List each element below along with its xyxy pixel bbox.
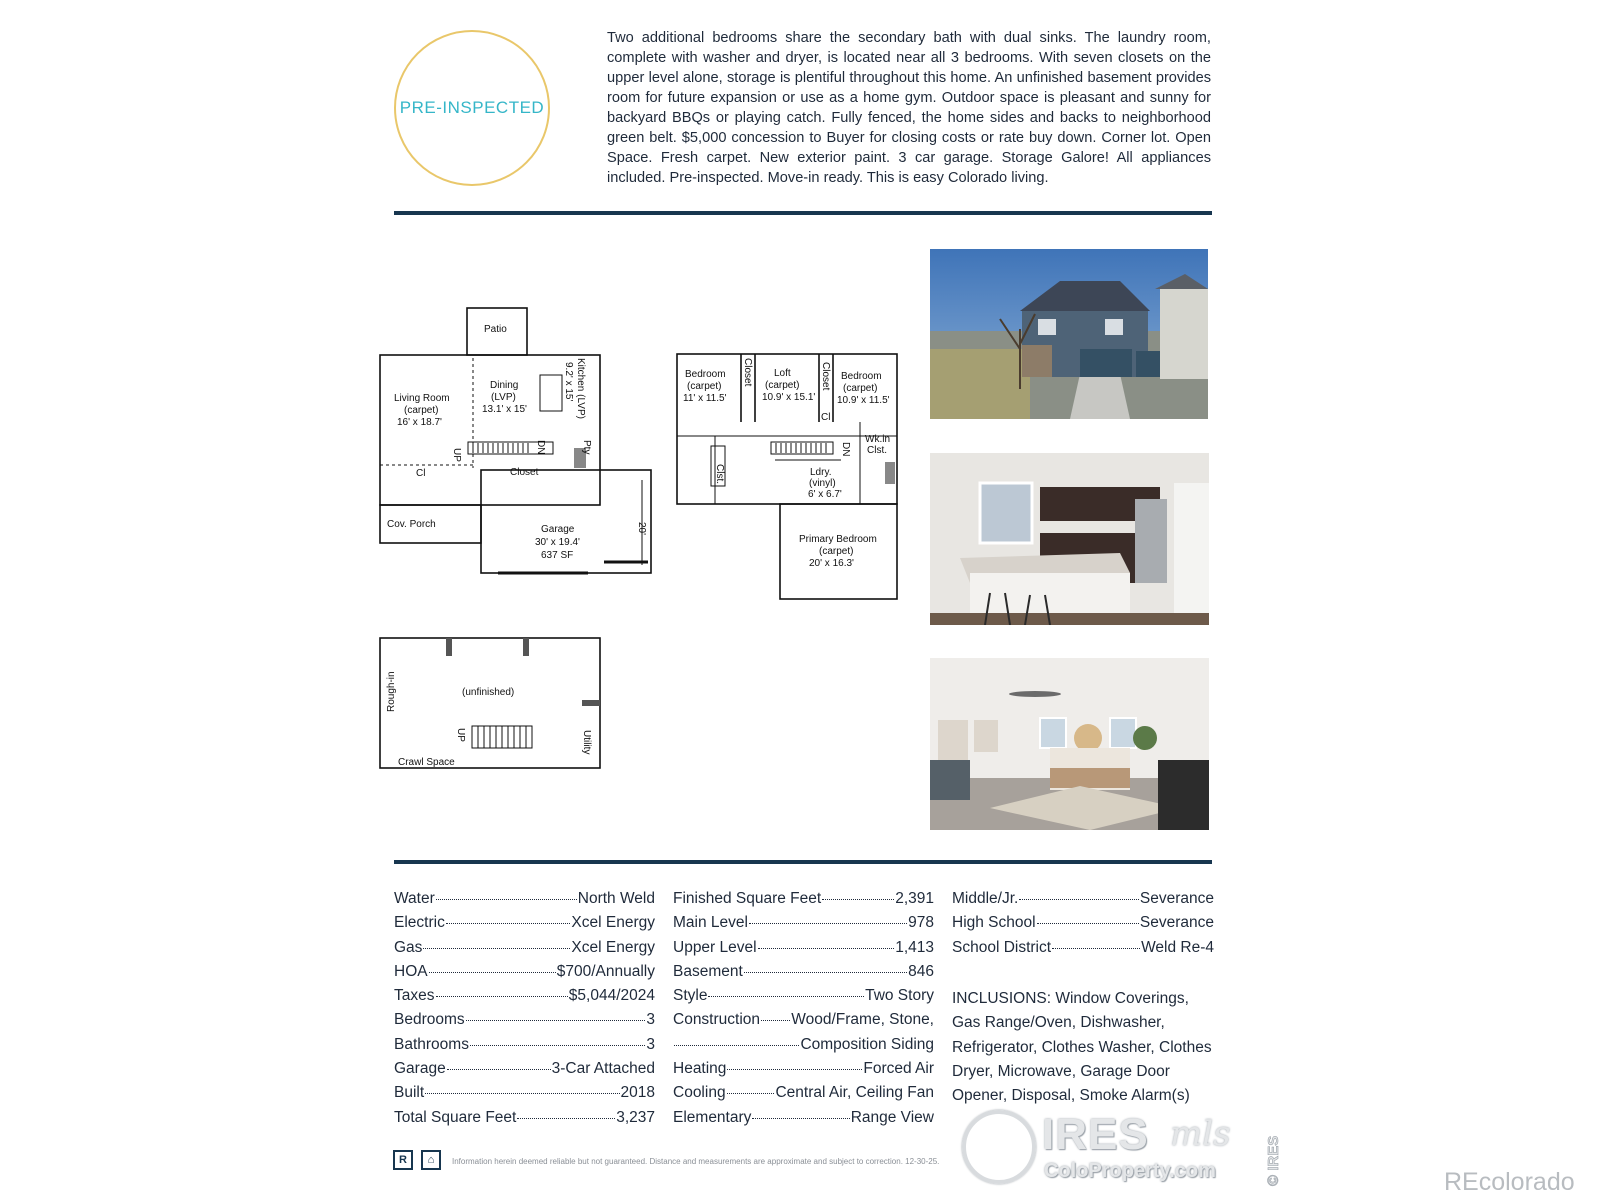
label-rough-in: Rough-in bbox=[386, 671, 397, 712]
fact-row bbox=[394, 1060, 655, 1084]
pre-inspected-badge bbox=[394, 30, 550, 186]
label-loft: Loft bbox=[774, 368, 791, 379]
fact-label: Elementary bbox=[673, 1108, 752, 1126]
fact-value: 3,237 bbox=[616, 1108, 655, 1126]
fact-value: 2018 bbox=[620, 1084, 655, 1102]
fact-row bbox=[394, 1036, 655, 1060]
label-primary-size: 20' x 16.3' bbox=[809, 558, 854, 569]
label-dn-upper: DN bbox=[840, 442, 851, 457]
fact-label: Gas bbox=[394, 938, 423, 956]
label-garage-size: 30' x 19.4' bbox=[535, 537, 580, 548]
badge-label: PRE-INSPECTED bbox=[399, 98, 545, 117]
label-closet: Closet bbox=[510, 467, 539, 478]
fact-label: Total Square Feet bbox=[394, 1108, 517, 1126]
fact-row bbox=[952, 890, 1214, 914]
fact-label: Basement bbox=[673, 962, 743, 980]
fact-value: 978 bbox=[908, 914, 934, 932]
label-living-floor: (carpet) bbox=[404, 405, 439, 416]
fact-label: Bathrooms bbox=[394, 1035, 469, 1053]
fact-value: 1,413 bbox=[895, 938, 934, 956]
fact-label: Heating bbox=[673, 1060, 727, 1078]
label-primary-floor: (carpet) bbox=[819, 546, 854, 557]
label-basement-up: UP bbox=[455, 728, 466, 742]
ires-site: ColoProperty.com bbox=[1044, 1160, 1216, 1182]
kitchen-photo bbox=[930, 453, 1209, 625]
fact-value: Forced Air bbox=[863, 1060, 934, 1078]
fact-value: Severance bbox=[1139, 890, 1214, 907]
listing-description: Two additional bedrooms share the secondary bath with dual sinks. The laundry room, complete with washer and dryer, is located near all 3 bedrooms. With seven closets on the upper level alone, storage is plentiful throughout this home. An unfinished basement provides room for future expansion or use as a home gym. Outdoor space is pleasant and sunny for backyard BBQs or playing catch. Fully fenced, the home sides and backs to neighborhood green belt. $5,000 concession to Buyer for closing costs or rate buy down. Corner lot. Open Space. Fresh carpet. New exterior paint. 3 car garage. Storage Galore! All appliances included. Pre-inspected. Move-in ready. This is easy Colorado living. bbox=[607, 30, 1211, 186]
fact-label: Construction bbox=[673, 1011, 761, 1029]
label-garage-depth: 20' bbox=[636, 522, 647, 536]
label-bedroom-2-floor: (carpet) bbox=[843, 383, 878, 394]
fact-row bbox=[394, 963, 655, 987]
label-wkin-clst: Clst. bbox=[867, 445, 887, 456]
label-living: Living Room bbox=[394, 393, 450, 404]
fact-row bbox=[673, 963, 934, 987]
fact-value: Xcel Energy bbox=[571, 938, 655, 956]
label-ldry-floor: (vinyl) bbox=[809, 478, 836, 489]
label-kitchen-size: 9.2' x 15' bbox=[563, 362, 574, 402]
fact-value: $700/Annually bbox=[556, 962, 655, 980]
label-kitchen: Kitchen (LVP) bbox=[575, 358, 586, 419]
fact-row bbox=[673, 1109, 934, 1133]
label-patio: Patio bbox=[484, 324, 507, 335]
label-bedroom-2: Bedroom bbox=[841, 371, 882, 382]
main-floor-plan bbox=[378, 300, 658, 600]
fact-value: 3 bbox=[646, 1011, 655, 1029]
fact-row bbox=[673, 1011, 934, 1035]
disclaimer: Information herein deemed reliable but not guaranteed. Distance and measurements are approximate and subject to correction. 12-30-25. bbox=[452, 1157, 940, 1166]
label-dining-size: 13.1' x 15' bbox=[482, 404, 527, 415]
divider-bottom bbox=[394, 860, 1212, 864]
facts-column-structure bbox=[673, 890, 934, 1133]
fact-value: 3-Car Attached bbox=[551, 1060, 655, 1078]
fact-row bbox=[673, 890, 934, 914]
inclusions-text: INCLUSIONS: Window Coverings, Gas Range/Oven, Dishwasher, Refrigerator, Clothes Washer, Clothes Dryer, Microwave, Garage Door Opener, Disposal, Smoke Alarm(s) bbox=[952, 990, 1212, 1105]
equal-housing-icon: ⌂ bbox=[421, 1150, 441, 1170]
ires-side-mark bbox=[1262, 1108, 1284, 1188]
label-wkin: Wk.in bbox=[865, 434, 890, 445]
label-closet-b: Closet bbox=[820, 362, 831, 391]
ires-side-text: © IRES bbox=[1265, 1135, 1282, 1186]
exterior-photo bbox=[930, 249, 1208, 419]
basement-plan bbox=[378, 636, 604, 772]
fact-value: Xcel Energy bbox=[571, 914, 655, 932]
fact-label: Style bbox=[673, 987, 708, 1005]
fact-label: Garage bbox=[394, 1060, 446, 1078]
fact-value: Weld Re-4 bbox=[1141, 938, 1214, 956]
fact-value: $5,044/2024 bbox=[568, 987, 655, 1005]
footer-icons bbox=[393, 1150, 441, 1170]
fact-label: Cooling bbox=[673, 1084, 726, 1102]
label-garage: Garage bbox=[541, 524, 575, 535]
label-cl: Cl bbox=[416, 468, 426, 479]
fact-value: Range View bbox=[850, 1108, 934, 1126]
label-primary: Primary Bedroom bbox=[799, 534, 877, 545]
recolorado-watermark: REcolorado bbox=[1444, 1168, 1575, 1196]
fact-value: 2,391 bbox=[895, 890, 934, 907]
ires-script: mls bbox=[1170, 1114, 1231, 1154]
fact-row bbox=[394, 914, 655, 938]
fact-value: 3 bbox=[646, 1035, 655, 1053]
label-unfinished: (unfinished) bbox=[462, 687, 515, 698]
label-living-size: 16' x 18.7' bbox=[397, 417, 442, 428]
ires-wordmark: IRES bbox=[1042, 1110, 1149, 1159]
label-crawl-space: Crawl Space bbox=[398, 757, 455, 768]
label-bedroom-1-floor: (carpet) bbox=[687, 381, 722, 392]
ires-logo bbox=[960, 1108, 1260, 1188]
label-dn: DN bbox=[535, 440, 546, 455]
facts-column-utilities bbox=[394, 890, 655, 1133]
fact-value: North Weld bbox=[577, 890, 655, 907]
fact-row bbox=[394, 1109, 655, 1133]
label-ldry-size: 6' x 6.7' bbox=[808, 489, 842, 500]
fact-row bbox=[673, 987, 934, 1011]
label-loft-floor: (carpet) bbox=[765, 380, 800, 391]
fact-value: Severance bbox=[1139, 914, 1214, 932]
fact-row bbox=[394, 1011, 655, 1035]
fact-row bbox=[394, 890, 655, 914]
fact-label: Bedrooms bbox=[394, 1011, 465, 1029]
fact-row bbox=[952, 914, 1214, 938]
fact-row bbox=[952, 939, 1214, 963]
fact-value: Central Air, Ceiling Fan bbox=[775, 1084, 934, 1102]
fact-row bbox=[394, 987, 655, 1011]
label-dining: Dining bbox=[490, 380, 519, 391]
fact-row bbox=[673, 939, 934, 963]
fact-row bbox=[673, 1060, 934, 1084]
fact-value: 846 bbox=[908, 962, 934, 980]
label-bedroom-1-size: 11' x 11.5' bbox=[683, 393, 727, 404]
label-pantry: Pty bbox=[581, 440, 592, 455]
fact-row bbox=[394, 1084, 655, 1108]
label-up: UP bbox=[451, 448, 462, 462]
fact-label: Water bbox=[394, 890, 435, 907]
fact-label: Finished Square Feet bbox=[673, 890, 822, 907]
fact-row bbox=[673, 914, 934, 938]
label-bedroom-1: Bedroom bbox=[685, 369, 726, 380]
ires-circle-icon bbox=[962, 1110, 1036, 1184]
fact-value: Composition Siding bbox=[800, 1035, 934, 1053]
label-garage-sf: 637 SF bbox=[541, 550, 574, 561]
label-bedroom-2-size: 10.9' x 11.5' bbox=[837, 395, 890, 406]
fact-row bbox=[394, 939, 655, 963]
label-closet-a: Closet bbox=[742, 358, 753, 387]
fact-label: School District bbox=[952, 938, 1052, 956]
label-clst: Clst. bbox=[714, 464, 725, 484]
label-ldry: Ldry. bbox=[810, 467, 832, 478]
fact-label: High School bbox=[952, 914, 1036, 932]
label-utility: Utility bbox=[581, 730, 592, 755]
fact-label: HOA bbox=[394, 962, 428, 980]
upper-floor-plan bbox=[675, 350, 901, 604]
fact-label: Main Level bbox=[673, 914, 748, 932]
fact-row-continued bbox=[673, 1036, 934, 1060]
fact-label: Upper Level bbox=[673, 938, 757, 956]
fact-label: Taxes bbox=[394, 987, 435, 1005]
divider-top bbox=[394, 211, 1212, 215]
bedroom-photo bbox=[930, 658, 1209, 830]
label-dining-floor: (LVP) bbox=[491, 392, 516, 403]
label-cov-porch: Cov. Porch bbox=[387, 519, 436, 530]
fact-row bbox=[673, 1084, 934, 1108]
facts-column-schools bbox=[952, 890, 1214, 1109]
fact-label: Electric bbox=[394, 914, 445, 932]
fact-label: Middle/Jr. bbox=[952, 890, 1019, 907]
fact-value: Two Story bbox=[865, 987, 934, 1005]
fact-label: Built bbox=[394, 1084, 425, 1102]
label-loft-size: 10.9' x 15.1' bbox=[762, 392, 816, 403]
realtor-icon: R bbox=[393, 1150, 413, 1170]
fact-value: Wood/Frame, Stone, bbox=[791, 1011, 934, 1029]
label-cl-upper: Cl bbox=[821, 412, 831, 423]
